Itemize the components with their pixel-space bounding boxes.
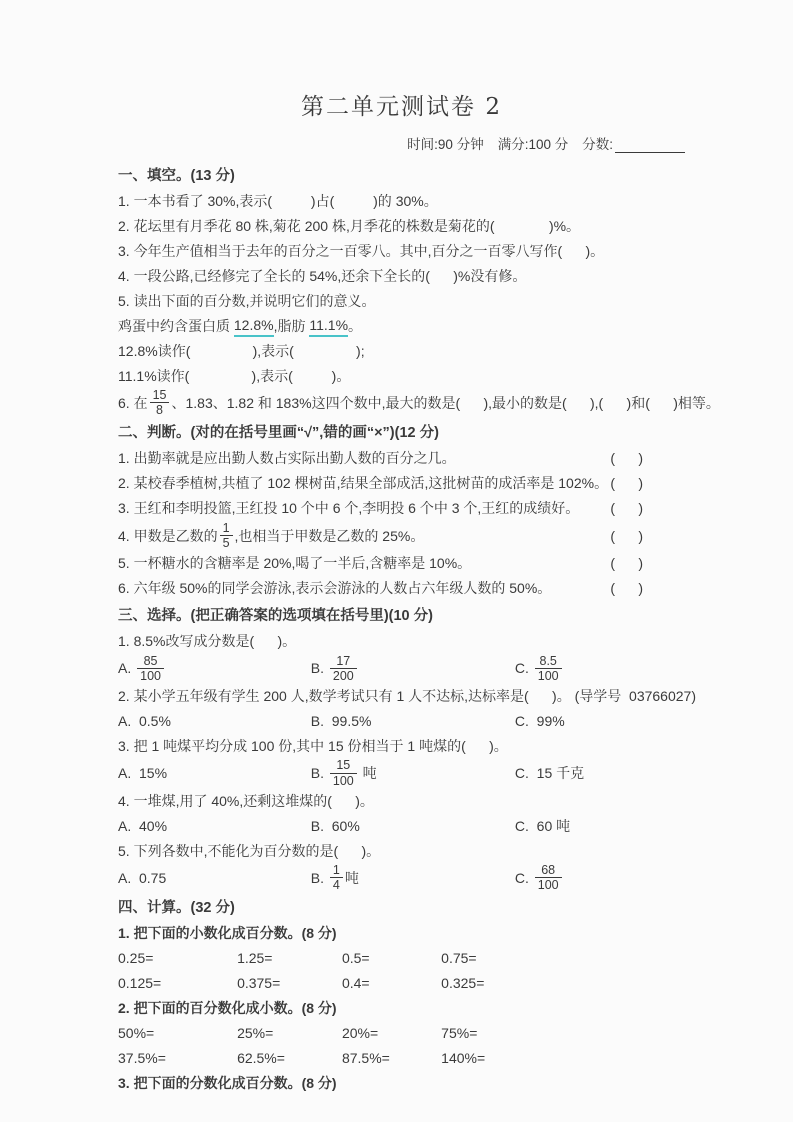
text-segment: B. [310, 660, 328, 677]
fraction [330, 863, 343, 893]
options-row [118, 758, 685, 788]
underlined-value: 12.8% [234, 315, 274, 337]
text-segment: A. 15% [118, 765, 168, 782]
option-item [311, 713, 515, 729]
fraction-numerator: 15 [150, 388, 170, 403]
judge-question-line [118, 551, 685, 576]
question-line [118, 788, 685, 813]
calc-item: 0.4= [341, 975, 370, 992]
text-segment: 4. 一堆煤,用了 40%,还剩这堆煤的( )。 [118, 792, 374, 809]
text-segment: 1. 出勤率就是应出勤人数占实际出勤人数的百分之几。 [118, 450, 456, 467]
option-item [118, 818, 311, 834]
text-segment: 2. 某小学五年级有学生 200 人,数学考试只有 1 人不达标,达标率是( )。 (导学号 03766027) [118, 687, 696, 704]
option-item [118, 713, 311, 729]
calc-item: 0.25= [118, 950, 154, 967]
fraction [535, 654, 562, 684]
score-label: 分数: [582, 137, 613, 152]
fraction-numerator: 8.5 [535, 654, 562, 669]
text-segment: 、1.83、1.82 和 183%这四个数中,最大的数是( ),最小的数是( ),( )和( )相等。 [171, 394, 720, 411]
text-segment: 四、计算。(32 分) [118, 900, 235, 917]
fraction-numerator: 15 [330, 758, 357, 773]
calc-row [118, 1046, 685, 1071]
text-segment: 12.8%读作( ),表示( ); [118, 342, 365, 359]
calc-item: 0.125= [118, 975, 162, 992]
calc-item: 0.5= [341, 950, 370, 967]
calc-row [118, 946, 685, 971]
calc-item: 25%= [237, 1025, 274, 1042]
text-segment: 吨 [344, 869, 359, 886]
options-row [118, 813, 685, 838]
score-blank [615, 137, 685, 153]
option-item [515, 654, 685, 684]
calc-row [118, 1021, 685, 1046]
text-segment: 5. 一杯糖水的含糖率是 20%,喝了一半后,含糖率是 10%。 [118, 555, 472, 571]
calc-item: 37.5%= [118, 1050, 166, 1067]
underlined-value: 11.1% [309, 315, 348, 337]
section-heading [118, 163, 685, 188]
judge-question-line [118, 576, 685, 601]
question-line [118, 238, 685, 263]
section-heading [118, 604, 685, 629]
text-segment: 。 [348, 317, 363, 334]
option-item [311, 654, 515, 684]
calc-item: 87.5%= [341, 1050, 390, 1067]
fraction [137, 654, 164, 684]
calc-item: 75%= [441, 1025, 478, 1042]
text-segment: 5. 读出下面的百分数,并说明它们的意义。 [118, 292, 376, 309]
full-score-label: 满分:100 分 [497, 137, 569, 152]
option-item [515, 763, 685, 783]
text-segment: C. 15 千克 [514, 765, 585, 782]
question-line [118, 338, 685, 363]
text-segment: A. 0.75 [118, 869, 167, 886]
calc-item: 20%= [341, 1025, 379, 1042]
option-item [311, 818, 515, 834]
time-label: 时间:90 分钟 [407, 137, 484, 152]
question-line [118, 188, 685, 213]
question-line [118, 313, 685, 338]
question-line [118, 388, 720, 418]
text-segment: C. [514, 660, 533, 677]
text-segment: 2. 某校春季植树,共植了 102 棵树苗,结果全部成活,这批树苗的成活率是 102%。 [118, 475, 609, 492]
text-segment: 1. 8.5%改写成分数是( )。 [118, 633, 297, 649]
option-item [515, 863, 685, 893]
fraction-numerator: 68 [535, 863, 562, 878]
text-segment: A. 0.5% [118, 712, 171, 729]
question-line [118, 263, 685, 288]
question-line [118, 363, 685, 388]
judge-question-line [118, 521, 685, 551]
calc-item: 50%= [118, 1025, 155, 1042]
text-segment: 3. 把 1 吨煤平均分成 100 份,其中 15 份相当于 1 吨煤的( )。 [118, 737, 508, 754]
text-segment: 6. 在 [118, 394, 148, 411]
judge-question-line [118, 446, 685, 471]
text-segment: 3. 王红和李明投篮,王红投 10 个中 6 个,李明投 6 个中 3 个,王红的成绩好。 [118, 500, 580, 517]
text-segment: 3. 把下面的分数化成百分数。(8 分) [118, 1075, 337, 1092]
answer-parens: ( ) [610, 500, 643, 517]
fraction [150, 388, 170, 418]
text-segment: B. [310, 869, 328, 886]
option-item [515, 713, 685, 729]
fraction-denominator: 4 [332, 878, 340, 893]
judge-question-line [118, 471, 685, 496]
text-segment: C. [514, 869, 533, 886]
calc-row [118, 971, 685, 996]
fraction-numerator: 1 [330, 863, 343, 878]
fraction-denominator: 100 [140, 668, 161, 683]
options-row [118, 863, 685, 893]
fraction-denominator: 100 [332, 773, 354, 788]
question-line [118, 996, 685, 1021]
question-line [118, 288, 685, 313]
option-item [118, 765, 311, 781]
fraction [330, 758, 357, 788]
text-segment: 一、填空。(13 分) [118, 167, 235, 184]
paper-title: 第二单元测试卷 2 [301, 94, 502, 120]
calc-item: 140%= [441, 1050, 486, 1067]
question-line [118, 921, 685, 946]
question-line [118, 213, 685, 238]
text-segment: 2. 花坛里有月季花 80 株,菊花 200 株,月季花的株数是菊花的( )%。 [118, 217, 581, 234]
calc-item: 0.75= [441, 950, 477, 967]
fraction-numerator: 85 [137, 654, 164, 669]
answer-parens: ( ) [610, 450, 643, 467]
text-segment: B. [310, 765, 328, 782]
fraction-numerator: 1 [220, 521, 233, 536]
calc-item: 62.5%= [237, 1050, 285, 1067]
text-segment: 3. 今年生产值相当于去年的百分之一百零八。其中,百分之一百零八写作( )。 [118, 242, 605, 259]
text-segment: A. [118, 660, 136, 677]
question-line [118, 629, 685, 654]
text-segment: ,脂肪 [273, 317, 310, 334]
fraction-denominator: 100 [537, 878, 559, 893]
fraction-denominator: 8 [156, 403, 163, 418]
text-segment: B. 60% [310, 817, 360, 834]
section-heading [118, 896, 685, 921]
text-segment: 11.1%读作( ),表示( )。 [118, 367, 351, 384]
question-line [118, 733, 685, 758]
judge-question-line [118, 496, 685, 521]
fraction [535, 863, 562, 893]
text-segment: 5. 下列各数中,不能化为百分数的是( )。 [118, 842, 381, 859]
text-segment: C. 60 吨 [514, 817, 571, 834]
fraction [330, 654, 357, 684]
question-line [118, 683, 696, 708]
fraction-numerator: 17 [330, 654, 357, 669]
text-segment: 4. 甲数是乙数的 [118, 527, 218, 544]
section-heading [118, 421, 685, 446]
fraction-denominator: 5 [222, 536, 230, 551]
options-row [118, 654, 685, 684]
calc-item: 1.25= [237, 950, 273, 967]
option-item [118, 870, 311, 886]
fraction-denominator: 100 [537, 668, 559, 683]
fraction [220, 521, 233, 551]
text-segment: ,也相当于甲数是乙数的 25%。 [234, 527, 425, 544]
text-segment: 吨 [358, 765, 377, 782]
answer-parens: ( ) [610, 527, 643, 544]
paper-body [118, 163, 720, 1096]
question-line [118, 1071, 685, 1096]
text-segment: 二、判断。(对的在括号里画“√”,错的画“×”)(12 分) [118, 425, 439, 442]
option-item [311, 863, 515, 893]
question-line [118, 838, 685, 863]
text-segment: 2. 把下面的百分数化成小数。(8 分) [118, 1000, 337, 1017]
text-segment: 三、选择。(把正确答案的选项填在括号里)(10 分) [118, 608, 433, 624]
option-item [311, 758, 515, 788]
text-segment: 6. 六年级 50%的同学会游泳,表示会游泳的人数占六年级人数的 50%。 [118, 580, 552, 596]
text-segment: B. 99.5% [310, 712, 372, 729]
text-segment: 4. 一段公路,已经修完了全长的 54%,还余下全长的( )%没有修。 [118, 267, 527, 284]
answer-parens: ( ) [610, 555, 643, 571]
answer-parens: ( ) [610, 475, 643, 492]
text-segment: A. 40% [118, 817, 168, 834]
fraction-denominator: 200 [332, 668, 354, 683]
calc-item: 0.325= [441, 975, 485, 992]
answer-parens: ( ) [610, 580, 643, 596]
option-item [118, 654, 311, 684]
text-segment: C. 99% [514, 712, 565, 729]
text-segment: 1. 一本书看了 30%,表示( )占( )的 30%。 [118, 192, 438, 209]
text-segment: 鸡蛋中约含蛋白质 [118, 317, 234, 334]
options-row [118, 708, 685, 733]
option-item [515, 816, 685, 836]
calc-item: 0.375= [237, 975, 281, 992]
text-segment: 1. 把下面的小数化成百分数。(8 分) [118, 925, 337, 942]
paper-meta [118, 133, 685, 153]
